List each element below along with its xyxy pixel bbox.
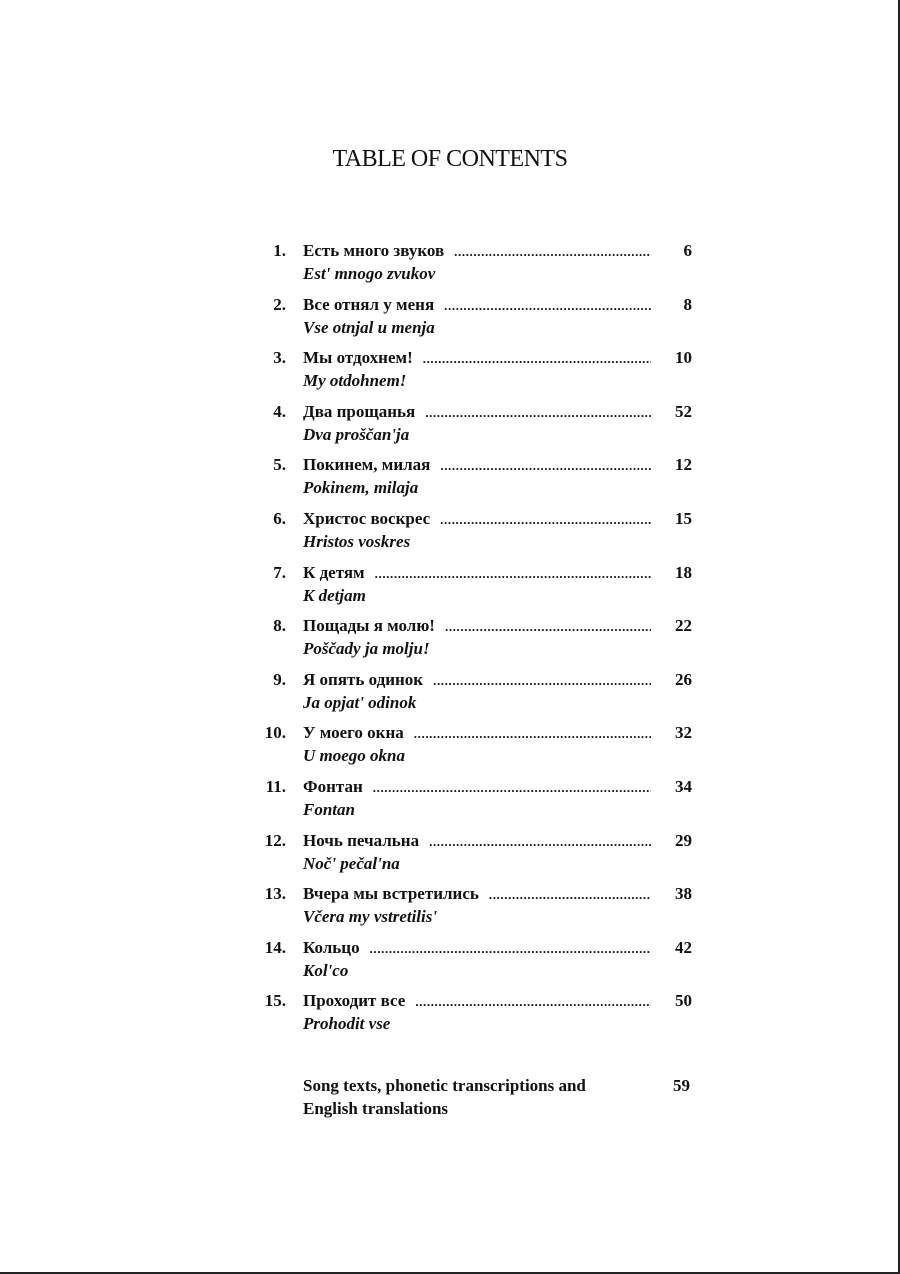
dot-leader (440, 455, 651, 477)
toc-entry[interactable] (258, 615, 698, 669)
entry-number: 12. (264, 830, 286, 850)
entry-titles (303, 508, 651, 553)
entry-title-russian: Христос воскрес (303, 508, 431, 528)
entry-title-transliteration: U moego okna (303, 746, 405, 766)
entry-number: 5. (273, 455, 286, 475)
entry-title-russian: Фонтан (303, 776, 363, 796)
entry-title-line (303, 669, 651, 692)
entry-titles (303, 883, 651, 928)
entry-page-number: 42 (675, 937, 692, 957)
toc-entry[interactable] (258, 294, 698, 348)
entry-title-line (303, 508, 651, 531)
entry-title-russian: Кольцо (303, 937, 360, 957)
entry-title-transliteration: Noč' pečal'na (303, 853, 400, 873)
entry-title-transliteration: My otdohnem! (303, 371, 407, 391)
dot-leader (415, 991, 651, 1013)
entry-titles (303, 347, 651, 392)
entry-number: 14. (264, 937, 286, 957)
dot-leader (373, 777, 651, 799)
entry-title-transliteration: Včera my vstretilis' (303, 907, 438, 927)
entry-page-number: 10 (675, 348, 692, 368)
appendix-line-1: Song texts, phonetic transcriptions and (303, 1076, 586, 1095)
entry-title-transliteration: Fontan (303, 799, 355, 819)
entry-title-transliteration: Prohodit vse (303, 1014, 391, 1034)
toc-list (258, 240, 698, 1044)
appendix-entry[interactable] (303, 1074, 643, 1120)
dot-leader (425, 402, 651, 424)
entry-title-transliteration: K detjam (303, 585, 366, 605)
entry-page-number: 12 (675, 455, 692, 475)
entry-titles (303, 240, 651, 285)
entry-title-russian: Вчера мы встретились (303, 884, 479, 904)
entry-titles (303, 401, 651, 446)
entry-page-number: 32 (675, 723, 692, 743)
toc-entry[interactable] (258, 454, 698, 508)
entry-title-line (303, 615, 651, 638)
dot-leader (440, 509, 651, 531)
entry-number: 6. (273, 508, 286, 528)
entry-title-line (303, 830, 651, 853)
toc-entry[interactable] (258, 508, 698, 562)
entry-title-transliteration: Vse otnjal u menja (303, 317, 435, 337)
entry-title-russian: Мы отдохнем! (303, 348, 413, 368)
toc-entry[interactable] (258, 830, 698, 884)
entry-page-number: 6 (683, 241, 692, 260)
entry-title-line (303, 776, 651, 799)
toc-entry[interactable] (258, 401, 698, 455)
dot-leader (423, 348, 651, 370)
entry-title-transliteration: Poščady ja molju! (303, 639, 430, 659)
entry-number: 7. (273, 562, 286, 582)
entry-title-russian: Ночь печальна (303, 830, 420, 850)
dot-leader (429, 831, 651, 853)
entry-page-number: 18 (675, 562, 692, 582)
appendix-line-2: English translations (303, 1099, 449, 1118)
entry-number: 11. (265, 776, 286, 796)
dot-leader (370, 938, 651, 960)
entry-page-number: 15 (675, 508, 692, 528)
entry-title-line (303, 347, 651, 370)
entry-page-number: 34 (675, 776, 692, 796)
toc-entry[interactable] (258, 776, 698, 830)
appendix-page-number: 59 (673, 1076, 690, 1095)
entry-title-russian: Пощады я молю! (303, 616, 435, 636)
entry-titles (303, 454, 651, 499)
toc-entry[interactable] (258, 937, 698, 991)
entry-title-russian: Проходит все (303, 991, 406, 1011)
entry-title-transliteration: Pokinem, milaja (303, 478, 419, 498)
dot-leader (375, 563, 651, 585)
toc-entry[interactable] (258, 990, 698, 1044)
entry-title-line (303, 294, 651, 317)
dot-leader (414, 723, 651, 745)
entry-page-number: 52 (675, 401, 692, 421)
entry-number: 1. (273, 241, 286, 260)
dot-leader (433, 670, 651, 692)
dot-leader (444, 295, 651, 317)
entry-number: 15. (264, 991, 286, 1011)
entry-page-number: 22 (675, 616, 692, 636)
entry-title-line (303, 990, 651, 1013)
entry-number: 13. (264, 884, 286, 904)
entry-number: 3. (273, 348, 286, 368)
toc-entry[interactable] (258, 883, 698, 937)
entry-page-number: 38 (675, 884, 692, 904)
entry-title-line (303, 401, 651, 424)
entry-page-number: 29 (675, 830, 692, 850)
toc-entry[interactable] (258, 562, 698, 616)
entry-number: 10. (264, 723, 286, 743)
entry-title-line (303, 562, 651, 585)
entry-titles (303, 615, 651, 660)
entry-title-russian: К детям (303, 562, 365, 582)
entry-titles (303, 722, 651, 767)
entry-title-line (303, 937, 651, 960)
entry-number: 9. (273, 669, 286, 689)
toc-entry[interactable] (258, 669, 698, 723)
entry-titles (303, 669, 651, 714)
dot-leader (445, 616, 651, 638)
entry-title-transliteration: Hristos voskres (303, 531, 411, 551)
toc-entry[interactable] (258, 347, 698, 401)
dot-leader (489, 884, 651, 906)
entry-title-transliteration: Est' mnogo zvukov (303, 264, 436, 283)
entry-page-number: 50 (675, 991, 692, 1011)
entry-title-russian: Два прощанья (303, 401, 416, 421)
entry-title-line (303, 883, 651, 906)
entry-number: 4. (273, 401, 286, 421)
entry-title-russian: Я опять одинок (303, 669, 424, 689)
entry-title-transliteration: Ja opjat' odinok (303, 692, 417, 712)
dot-leader (454, 241, 651, 263)
entry-page-number: 26 (675, 669, 692, 689)
entry-title-russian: Все отнял у меня (303, 294, 435, 314)
entry-titles (303, 830, 651, 875)
toc-entry[interactable] (258, 722, 698, 776)
page-title: TABLE OF CONTENTS (332, 146, 568, 172)
entry-title-line (303, 454, 651, 477)
entry-titles (303, 990, 651, 1035)
entry-titles (303, 562, 651, 607)
entry-title-line (303, 240, 651, 263)
entry-titles (303, 937, 651, 982)
entry-title-russian: Покинем, милая (303, 455, 431, 475)
entry-titles (303, 776, 651, 821)
entry-title-transliteration: Kol'co (303, 960, 349, 980)
entry-number: 8. (273, 616, 286, 636)
entry-title-russian: У моего окна (303, 723, 404, 743)
entry-title-russian: Есть много звуков (303, 241, 445, 260)
entry-page-number: 8 (683, 294, 692, 314)
entry-number: 2. (273, 294, 286, 314)
entry-titles (303, 294, 651, 339)
toc-entry[interactable] (258, 240, 698, 294)
entry-title-transliteration: Dva proščan'ja (303, 424, 410, 444)
entry-title-line (303, 722, 651, 745)
